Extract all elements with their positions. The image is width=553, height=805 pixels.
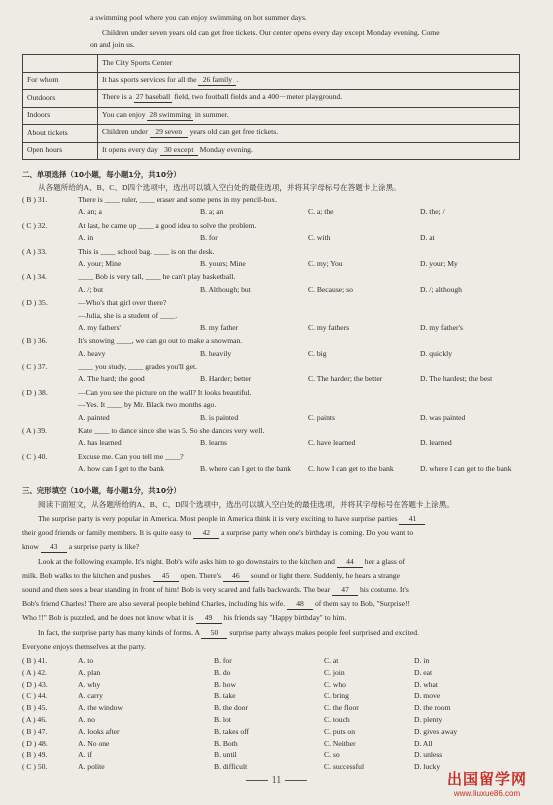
- table-row: For whom It has sports services for all the 26 family .: [23, 72, 520, 90]
- answer-blank: 29 seven: [150, 128, 188, 138]
- option-b: B. takes off: [214, 726, 250, 736]
- question-answer-number: ( D ) 35.: [22, 298, 48, 308]
- passage-line: sound and then sees a bear standing in front of him! Bob is very scared and falls backwards. The bear 47 his costume. It's: [22, 585, 409, 594]
- cloze-answer-number: ( B ) 49.: [22, 750, 48, 760]
- option-b: B. for: [200, 233, 218, 243]
- section-3-heading: 三、完形填空（10小题，每小题1分，共10分）: [22, 486, 181, 495]
- cloze-blank-41: 41: [399, 515, 425, 525]
- question-stem: Excuse me. Can you tell me ____?: [78, 451, 184, 461]
- option-c: C. puts on: [324, 726, 356, 736]
- option-d: D. unless: [414, 750, 443, 760]
- option-c: C. successful: [324, 762, 365, 772]
- option-d: D. where I can get to the bank: [420, 464, 512, 474]
- answer-blank: 26 family: [198, 76, 236, 86]
- cloze-answer-number: ( B ) 47.: [22, 726, 48, 736]
- option-b: B. lot: [214, 715, 231, 724]
- option-a: A. plan: [78, 667, 101, 677]
- question-answer-number: ( C ) 40.: [22, 451, 48, 461]
- option-c: C. my fathers: [308, 322, 350, 332]
- option-b: B. do: [214, 667, 231, 677]
- cloze-answer-number: ( C ) 50.: [22, 762, 48, 772]
- question-answer-number: ( A ) 39.: [22, 426, 47, 435]
- question-stem: ____ Bob is very tall, ____ he can't play basketball.: [78, 272, 236, 282]
- option-a: A. in: [78, 233, 94, 243]
- intro-line-1: a swimming pool where you can enjoy swimming on hot summer days.: [90, 13, 307, 22]
- option-c: C. my; You: [308, 258, 343, 268]
- option-c: C. big: [308, 348, 327, 358]
- option-b: B. take: [214, 691, 236, 701]
- option-d: D. All: [414, 738, 433, 748]
- option-a: A. why: [78, 679, 101, 689]
- question-answer-number: ( A ) 33.: [22, 246, 47, 256]
- option-c: C. who: [324, 679, 346, 689]
- option-a: A. /; but: [78, 284, 104, 294]
- option-a: A. looks after: [78, 726, 120, 736]
- passage-line: their good friends or family members. It is quite easy to 42 a surprise party when one's birthday is coming. Do you want to: [22, 528, 414, 537]
- option-c: C. the floor: [324, 703, 359, 713]
- passage-line: Who !!" Bob is puzzled, and he does not know what it is 49 his friends say "Happy birthday" to him.: [22, 613, 347, 622]
- cloze-blank-50: 50: [201, 629, 227, 639]
- option-a: A. to: [78, 656, 94, 665]
- cloze-blank-44: 44: [337, 558, 363, 568]
- passage-line: milk. Bob walks to the kitchen and pushes 45 open. There's 46 sound or light there. Suddenly, he hears a strange: [22, 571, 400, 580]
- option-b: B. Both: [214, 738, 238, 748]
- option-a: A. how can I get to the bank: [78, 464, 165, 474]
- table-title-row: [23, 55, 520, 73]
- option-d: D. learned: [420, 438, 452, 448]
- option-c: C. have learned: [308, 438, 356, 448]
- option-d: D. move: [414, 691, 441, 701]
- option-d: D. what: [414, 679, 439, 689]
- question-stem: ____ you study, ____ grades you'll get.: [78, 362, 197, 372]
- option-b: B. is painted: [200, 412, 239, 422]
- cloze-blank-45: 45: [153, 572, 179, 582]
- option-d: D. /; although: [420, 284, 462, 294]
- table-row: Outdoors There is a 27 baseball field, two football fields and a 400－meter playground.: [23, 90, 520, 108]
- question-answer-number: ( D ) 38.: [22, 387, 48, 397]
- table-row: Indoors You can enjoy 28 swimming in summer.: [23, 107, 520, 125]
- page-number: 11: [271, 775, 282, 786]
- option-a: A. if: [78, 750, 92, 760]
- table-row: Open hours It opens every day 30 except Monday evening.: [23, 142, 520, 160]
- option-b: B. where can I get to the bank: [200, 464, 292, 474]
- intro-line-2: Children under seven years old can get free tickets. Our center opens every day except Monday evening. Come: [102, 28, 440, 37]
- cloze-blank-42: 42: [193, 529, 219, 539]
- option-a: A. has learned: [78, 438, 122, 448]
- question-stem: There is ____ ruler, ____ eraser and some pens in my pencil-box.: [78, 195, 277, 204]
- question-stem: —Yes. It ____ by Mr. Black two months ago.: [78, 400, 217, 410]
- option-c: C. so: [324, 750, 340, 760]
- option-b: B. difficult: [214, 762, 248, 772]
- cloze-blank-48: 48: [287, 600, 313, 610]
- question-stem: —Can you see the picture on the wall? It looks beautiful.: [78, 387, 252, 397]
- option-c: C. Neither: [324, 738, 356, 748]
- option-c: C. paints: [308, 412, 336, 422]
- option-d: D. the; /: [420, 207, 445, 217]
- cloze-blank-47: 47: [332, 586, 358, 596]
- passage-line: Look at the following example. It's night. Bob's wife asks him to go downstairs to the kitchen and 44 her a glass of: [38, 557, 406, 566]
- option-b: B. until: [214, 750, 237, 760]
- answer-blank: 28 swimming: [149, 109, 191, 119]
- question-stem: —Who's that girl over there?: [78, 298, 167, 308]
- cloze-answer-number: ( D ) 48.: [22, 738, 48, 748]
- sports-center-table: [22, 54, 520, 160]
- section-2-heading: 二、单项选择（10小题，每小题1分，共10分）: [22, 170, 181, 179]
- option-d: D. your; My: [420, 258, 458, 268]
- section-2-instructions: 从各题所给的A、B、C、D四个选项中，选出可以填入空白处的最佳选项，并将其字母标号在答题卡上涂黑。: [38, 183, 401, 192]
- option-b: B. learns: [200, 438, 227, 448]
- option-d: D. my father's: [420, 322, 463, 332]
- option-b: B. Harder; better: [200, 374, 252, 384]
- option-a: A. carry: [78, 691, 103, 701]
- option-c: C. a; the: [308, 207, 334, 217]
- passage-line: The surprise party is very popular in America. Most people in America think it is very exciting to have surprise parties 41: [38, 515, 425, 525]
- answer-blank: 27 baseball: [135, 92, 171, 102]
- option-d: D. eat: [414, 667, 433, 677]
- question-answer-number: ( C ) 37.: [22, 362, 48, 372]
- option-c: C. with: [308, 233, 331, 243]
- question-stem: At last, he came up ____ a good idea to solve the problem.: [78, 220, 257, 230]
- option-a: A. The hard; the good: [78, 374, 145, 384]
- option-c: C. touch: [324, 715, 350, 724]
- passage-line: Bob's friend Charles! There are also several people behind Charles, including his wife. 48 of them say to Bob, "Surprise!!: [22, 599, 411, 608]
- option-d: D. the room: [414, 703, 451, 713]
- option-c: C. at: [324, 656, 339, 665]
- question-answer-number: ( C ) 32.: [22, 220, 48, 230]
- cloze-answer-number: ( C ) 44.: [22, 691, 48, 701]
- option-c: C. how I can get to the bank: [308, 464, 394, 474]
- cloze-blank-43: 43: [41, 543, 67, 553]
- option-a: A. an; a: [78, 207, 102, 217]
- passage-line: know 43 a surprise party is like?: [22, 542, 140, 551]
- option-d: D. in: [414, 656, 430, 665]
- option-d: D. The hardest; the best: [420, 374, 493, 384]
- passage-line: Everyone enjoys themselves at the party.: [22, 642, 146, 651]
- cloze-answer-number: ( A ) 42.: [22, 667, 47, 677]
- option-b: B. the door: [214, 703, 248, 713]
- option-d: D. quickly: [420, 348, 453, 358]
- option-d: D. at: [420, 233, 435, 243]
- option-a: A. my fathers': [78, 322, 121, 332]
- cloze-blank-49: 49: [196, 614, 222, 624]
- option-c: C. join: [324, 667, 345, 677]
- option-d: D. plenty: [414, 715, 443, 724]
- table-title: The City Sports Center: [98, 55, 520, 73]
- table-row: About tickets Children under 29 seven years old can get free tickets.: [23, 125, 520, 143]
- cloze-answer-number: ( D ) 43.: [22, 679, 48, 689]
- cloze-answer-number: ( B ) 41.: [22, 656, 48, 665]
- option-b: B. for: [214, 656, 232, 665]
- option-c: C. bring: [324, 691, 349, 701]
- intro-line-3: on and join us.: [90, 40, 135, 49]
- cloze-answer-number: ( B ) 45.: [22, 703, 48, 713]
- option-c: C. Because; so: [308, 284, 353, 294]
- option-a: A. your; Mine: [78, 258, 122, 268]
- cloze-answer-number: ( A ) 46.: [22, 715, 47, 724]
- passage-line: In fact, the surprise party has many kinds of forms. A 50 surprise party always makes people feel surprised and excited.: [38, 628, 419, 637]
- option-b: B. how: [214, 679, 236, 689]
- answer-blank: 30 except: [160, 146, 198, 156]
- watermark-logo: 出国留学网 www.liuxue86.com: [446, 770, 527, 798]
- question-stem: This is ____ school bag. ____ is on the desk.: [78, 246, 215, 256]
- option-d: D. gives away: [414, 726, 458, 736]
- question-stem: It's snowing ____, we can go out to make a snowman.: [78, 336, 243, 346]
- option-b: B. a; an: [200, 207, 224, 217]
- option-a: A. polite: [78, 762, 105, 772]
- cloze-blank-46: 46: [223, 572, 249, 582]
- option-a: A. the window: [78, 703, 123, 713]
- option-a: A. no: [78, 715, 95, 724]
- option-d: D. lucky: [414, 762, 441, 772]
- option-d: D. was painted: [420, 412, 466, 422]
- question-stem: —Julia, she is a student of ____.: [78, 310, 178, 320]
- question-stem: Kate ____ to dance since she was 5. So she dances very well.: [78, 426, 265, 435]
- option-c: C. The harder; the better: [308, 374, 383, 384]
- option-a: A. No one: [78, 738, 110, 748]
- option-b: B. yours; Mine: [200, 258, 246, 268]
- option-b: B. Although; but: [200, 284, 251, 294]
- option-a: A. painted: [78, 412, 110, 422]
- question-answer-number: ( A ) 34.: [22, 272, 47, 282]
- option-b: B. my father: [200, 322, 239, 332]
- question-answer-number: ( B ) 31.: [22, 195, 48, 204]
- section-3-instructions: 阅读下面短文，从各题所给的A、B、C、D四个选项中，选出可以填入空白处的最佳选项，并将其字母标号在答题卡上涂黑。: [38, 500, 454, 509]
- option-a: A. heavy: [78, 348, 106, 358]
- option-b: B. heavily: [200, 348, 232, 358]
- question-answer-number: ( B ) 36.: [22, 336, 48, 346]
